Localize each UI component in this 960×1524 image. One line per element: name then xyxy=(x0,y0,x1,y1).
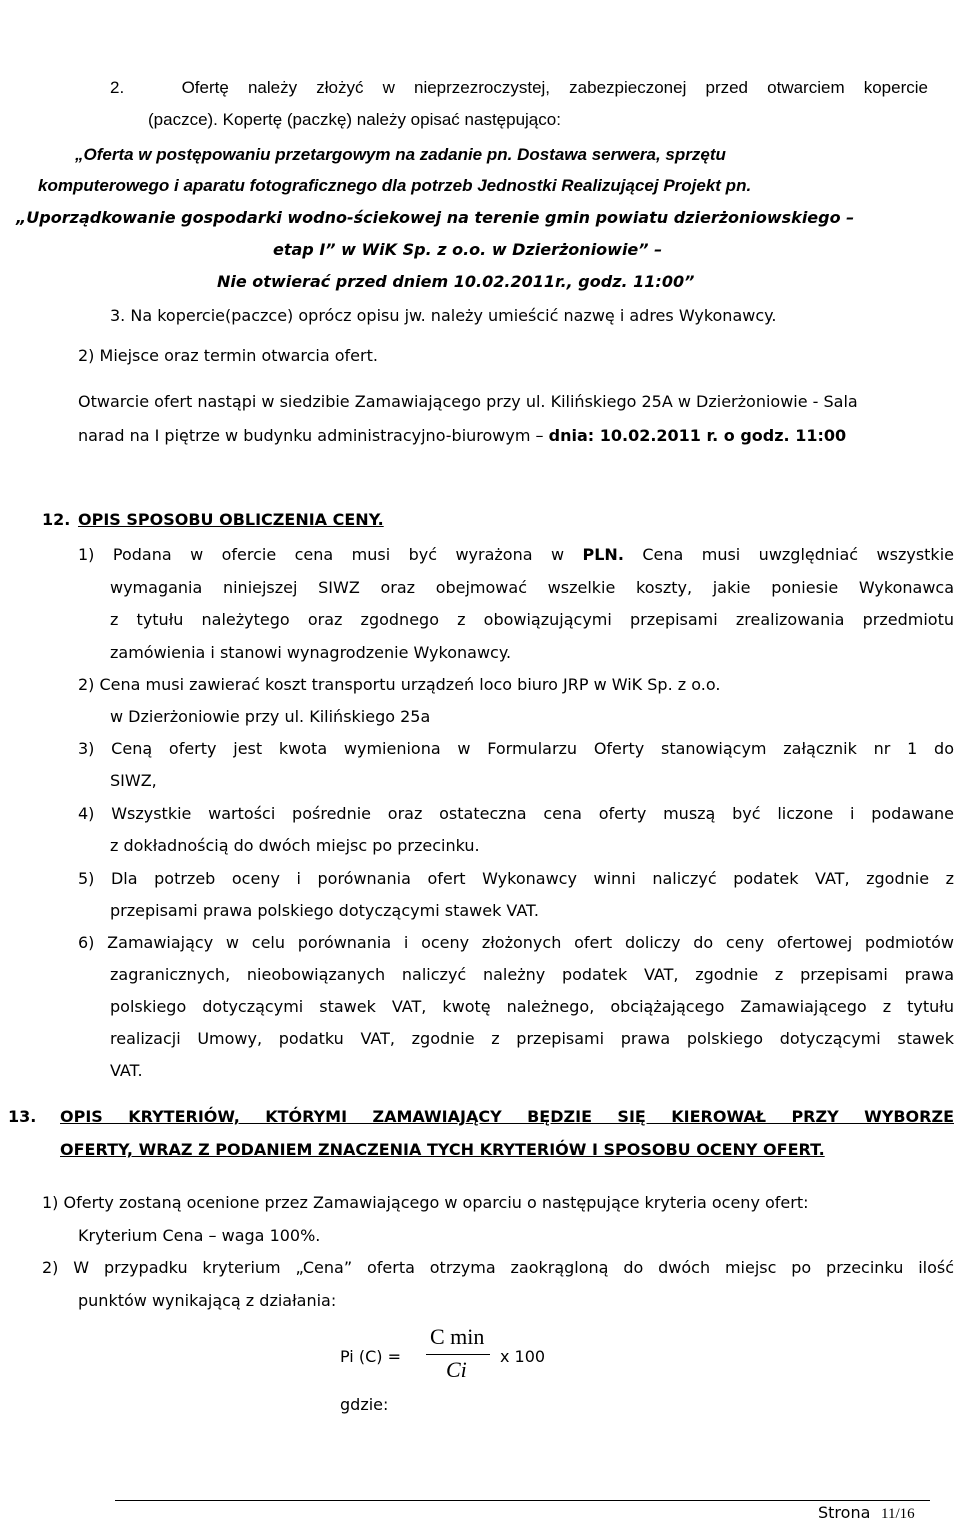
s12-p6-line-4: realizacji Umowy, podatku VAT, zgodnie z przepisami prawa polskiego dotyczącymi stawek xyxy=(110,1029,954,1048)
s12-p1-line-3: z tytułu należytego oraz zgodnego z obowiązującymi przepisami zrealizowania przedmiotu xyxy=(110,610,954,629)
item-text: Ofertę należy złożyć w nieprzezroczystej, zabezpieczonej przed otwarciem kopercie xyxy=(181,78,928,97)
footer-page-label: Strona xyxy=(818,1503,871,1522)
formula-denominator: Ci xyxy=(446,1357,467,1382)
text: Cena musi uwzględniać wszystkie xyxy=(623,545,954,564)
s13-p1-line-1: 1) Oferty zostaną ocenione przez Zamawiającego w oparciu o następujące kryteria oceny ofert: xyxy=(42,1193,809,1212)
s12-p6-line-2: zagranicznych, nieobowiązanych naliczyć należny podatek VAT, zgodnie z przepisami prawa xyxy=(110,965,954,984)
s12-p4-line-2: z dokładnością do dwóch miejsc po przecinku. xyxy=(110,836,480,855)
s12-p6-line-5: VAT. xyxy=(110,1061,143,1080)
section-12-title: OPIS SPOSOBU OBLICZENIA CENY. xyxy=(78,510,384,529)
s12-p6-line-3: polskiego dotyczącymi stawek VAT, kwotę należnego, obciążającego Zamawiającego z tytułu xyxy=(110,997,954,1016)
formula-lhs: Pi (C) = xyxy=(340,1347,401,1366)
s12-p1-line-2: wymagania niniejszej SIWZ oraz obejmować wszelkie koszty, jakie poniesie Wykonawca xyxy=(110,578,954,597)
envelope-label-line-5: Nie otwierać przed dniem 10.02.2011r., godz. 11:00” xyxy=(217,272,695,291)
s13-p2-line-1: 2) W przypadku kryterium „Cena” oferta otrzyma zaokrągloną do dwóch miejsc po przecinku ilość xyxy=(42,1258,954,1277)
opening-line-2 xyxy=(78,426,846,446)
s12-p6-line-1: 6) Zamawiający w celu porównania i oceny złożonych ofert doliczy do ceny ofertowej podmiotów xyxy=(78,933,954,952)
footer-divider xyxy=(115,1500,930,1501)
envelope-label-line-3: „Uporządkowanie gospodarki wodno-ściekowej na terenie gmin powiatu dzierżoniowskiego – xyxy=(16,208,855,227)
formula-rhs: x 100 xyxy=(500,1347,546,1366)
envelope-label-line-2: komputerowego i aparatu fotograficznego dla potrzeb Jednostki Realizującej Projekt pn. xyxy=(38,176,752,195)
footer-page-number: 11/16 xyxy=(881,1506,915,1522)
item-number: 2. xyxy=(110,78,125,97)
item-3: 3. Na kopercie(paczce) oprócz opisu jw. należy umieścić nazwę i adres Wykonawcy. xyxy=(110,306,777,325)
s12-p5-line-2: przepisami prawa polskiego dotyczącymi stawek VAT. xyxy=(110,901,540,920)
envelope-label-line-4: etap I” w WiK Sp. z o.o. w Dzierżoniowie” – xyxy=(273,240,663,259)
section-13-number: 13. xyxy=(8,1107,37,1126)
s12-p3-line-2: SIWZ, xyxy=(110,771,157,790)
envelope-label-line-1: „Oferta w postępowaniu przetargowym na zadanie pn. Dostawa serwera, sprzętu xyxy=(75,145,726,164)
s13-p1-line-2: Kryterium Cena – waga 100%. xyxy=(78,1226,321,1245)
s12-p3-line-1: 3) Ceną oferty jest kwota wymieniona w Formularzu Oferty stanowiącym załącznik nr 1 do xyxy=(78,739,954,758)
opening-line-1: Otwarcie ofert nastąpi w siedzibie Zamawiającego przy ul. Kilińskiego 25A w Dzierżoniowie - Sala xyxy=(78,392,858,411)
section-13-title-line-2: OFERTY, WRAZ Z PODANIEM ZNACZENIA TYCH KRYTERIÓW I SPOSOBU OCENY OFERT. xyxy=(60,1140,825,1159)
s12-p4-line-1: 4) Wszystkie wartości pośrednie oraz ostateczna cena oferty muszą być liczone i podawane xyxy=(78,804,954,823)
currency: PLN. xyxy=(582,545,624,564)
s13-p2-line-2: punktów wynikającą z działania: xyxy=(78,1291,337,1310)
item-2-line-1 xyxy=(110,78,928,98)
s12-p2-line-2: w Dzierżoniowie przy ul. Kilińskiego 25a xyxy=(110,707,431,726)
fraction-bar xyxy=(426,1354,490,1355)
subsection-2-heading: 2) Miejsce oraz termin otwarcia ofert. xyxy=(78,346,378,365)
section-13-title-line-1: OPIS KRYTERIÓW, KTÓRYMI ZAMAWIAJĄCY BĘDZIE SIĘ KIEROWAŁ PRZY WYBORZE xyxy=(60,1107,954,1126)
s12-p1-line-4: zamówienia i stanowi wynagrodzenie Wykonawcy. xyxy=(110,643,512,662)
item-2-line-2: (paczce). Kopertę (paczkę) należy opisać następująco: xyxy=(148,110,561,129)
formula-numerator: C min xyxy=(430,1324,485,1349)
opening-text: narad na I piętrze w budynku administracyjno-biurowym – xyxy=(78,426,549,445)
s12-p2-line-1: 2) Cena musi zawierać koszt transportu urządzeń loco biuro JRP w WiK Sp. z o.o. xyxy=(78,675,721,694)
gdzie-label: gdzie: xyxy=(340,1395,389,1414)
s12-p5-line-1: 5) Dla potrzeb oceny i porównania ofert Wykonawcy winni naliczyć podatek VAT, zgodnie z xyxy=(78,869,954,888)
opening-date: dnia: 10.02.2011 r. o godz. 11:00 xyxy=(548,426,847,445)
s12-p1-line-1 xyxy=(78,545,954,565)
section-12-number: 12. xyxy=(42,510,71,529)
text: 1) Podana w ofercie cena musi być wyrażona w xyxy=(78,545,583,564)
